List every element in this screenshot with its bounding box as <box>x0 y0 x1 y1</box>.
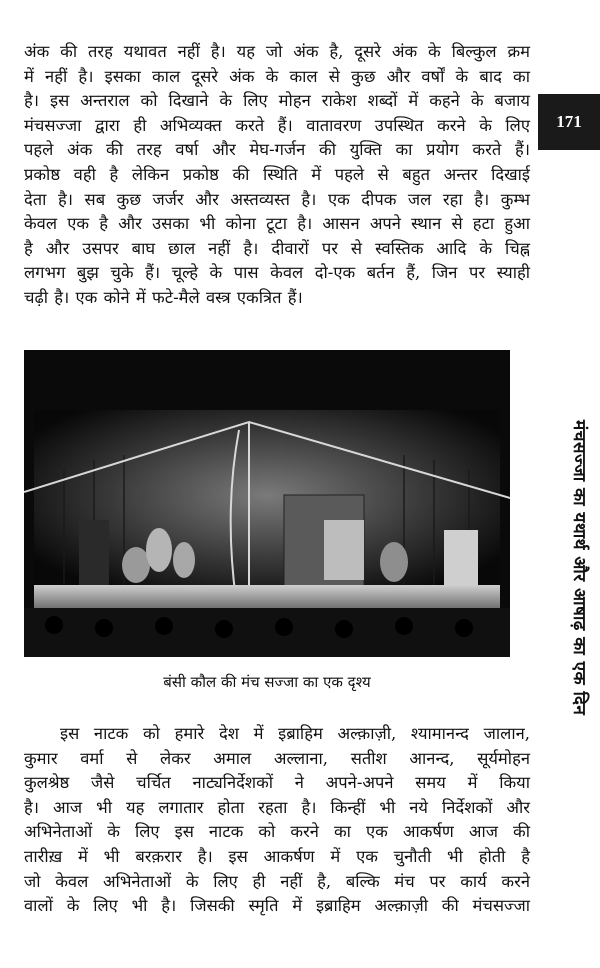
text-line: केवल एक है और उसका भी कोना टूटा है। आसन अपने स्थान से हटा हुआ <box>24 214 530 234</box>
text-line: पहले अंक की तरह वर्षा और मेघ-गर्जन की युक्ति का प्रयोग करते हैं। <box>24 140 530 160</box>
text-line: देता है। सब कुछ जर्जर और अस्तव्यस्त है। एक दीपक जल रहा है। कुम्भ <box>24 189 530 209</box>
text-line: में नहीं है। इसका काल दूसरे अंक के काल से कुछ और वर्षों के बाद का <box>24 66 530 86</box>
text-line: वालों के लिए भी है। जिसकी स्मृति में इब्राहिम अल्क़ाज़ी की मंचसज्जा <box>24 896 530 916</box>
text-line: कुलश्रेष्ठ जैसे चर्चित नाट्यनिर्देशकों ने अपने-अपने समय में किया <box>24 773 530 793</box>
text-line: अभिनेताओं के लिए इस नाटक को करने का एक आकर्षण आज की <box>24 822 530 842</box>
text-line: है। इस अन्तराल को दिखाने के लिए मोहन राकेश शब्दों में कहने के बजाय <box>24 91 530 111</box>
text-line: चढ़ी है। एक कोने में फटे-मैले वस्त्र एकत्रित हैं। <box>24 287 303 307</box>
page-number: 171 <box>556 112 582 131</box>
running-head-vertical: मंचसज्जा का यथार्थ और आषाढ़ का एक दिन <box>569 420 589 716</box>
text-line: जो केवल अभिनेताओं के लिए ही नहीं है, बल्कि मंच पर कार्य करने <box>24 871 530 891</box>
body-paragraph-1 <box>24 40 530 311</box>
text-line: अंक की तरह यथावत नहीं है। यह जो अंक है, दूसरे अंक के बिल्कुल क्रम <box>24 42 530 61</box>
stage-set-photo <box>24 350 510 657</box>
text-line: कुमार वर्मा से लेकर अमाल अल्लाना, सतीश आनन्द, सूर्यमोहन <box>24 748 530 768</box>
text-line: इस नाटक को हमारे देश में इब्राहिम अल्क़ाज़ी, श्यामानन्द जालान, <box>60 724 530 743</box>
text-line: है। आज भी यह लगातार होता रहता है। किन्हीं भी नये निर्देशकों और <box>24 797 530 817</box>
figure-caption: बंसी कौल की मंच सज्जा का एक दृश्य <box>163 673 371 691</box>
stage-set-illustration <box>24 350 510 657</box>
page-number-tab <box>538 94 600 150</box>
text-line: तारीख़ में भी बरक़रार है। इस आकर्षण में एक चुनौती भी होती है <box>24 846 530 866</box>
text-line: लगभग बुझ चुके हैं। चूल्हे के पास केवल दो-एक बर्तन हैं, जिन पर स्याही <box>24 263 530 283</box>
text-line: मंचसज्जा द्वारा ही अभिव्यक्त करते हैं। वातावरण उपस्थित करने के लिए <box>24 115 530 135</box>
text-line: प्रकोष्ठ वही है लेकिन प्रकोष्ठ की स्थिति में पहले से बहुत अन्तर दिखाई <box>24 164 530 184</box>
body-paragraph-2 <box>24 722 530 919</box>
text-line: है और उसपर बाघ छाल नहीं है। दीवारों पर से स्वस्तिक आदि के चिह्न <box>24 238 530 258</box>
